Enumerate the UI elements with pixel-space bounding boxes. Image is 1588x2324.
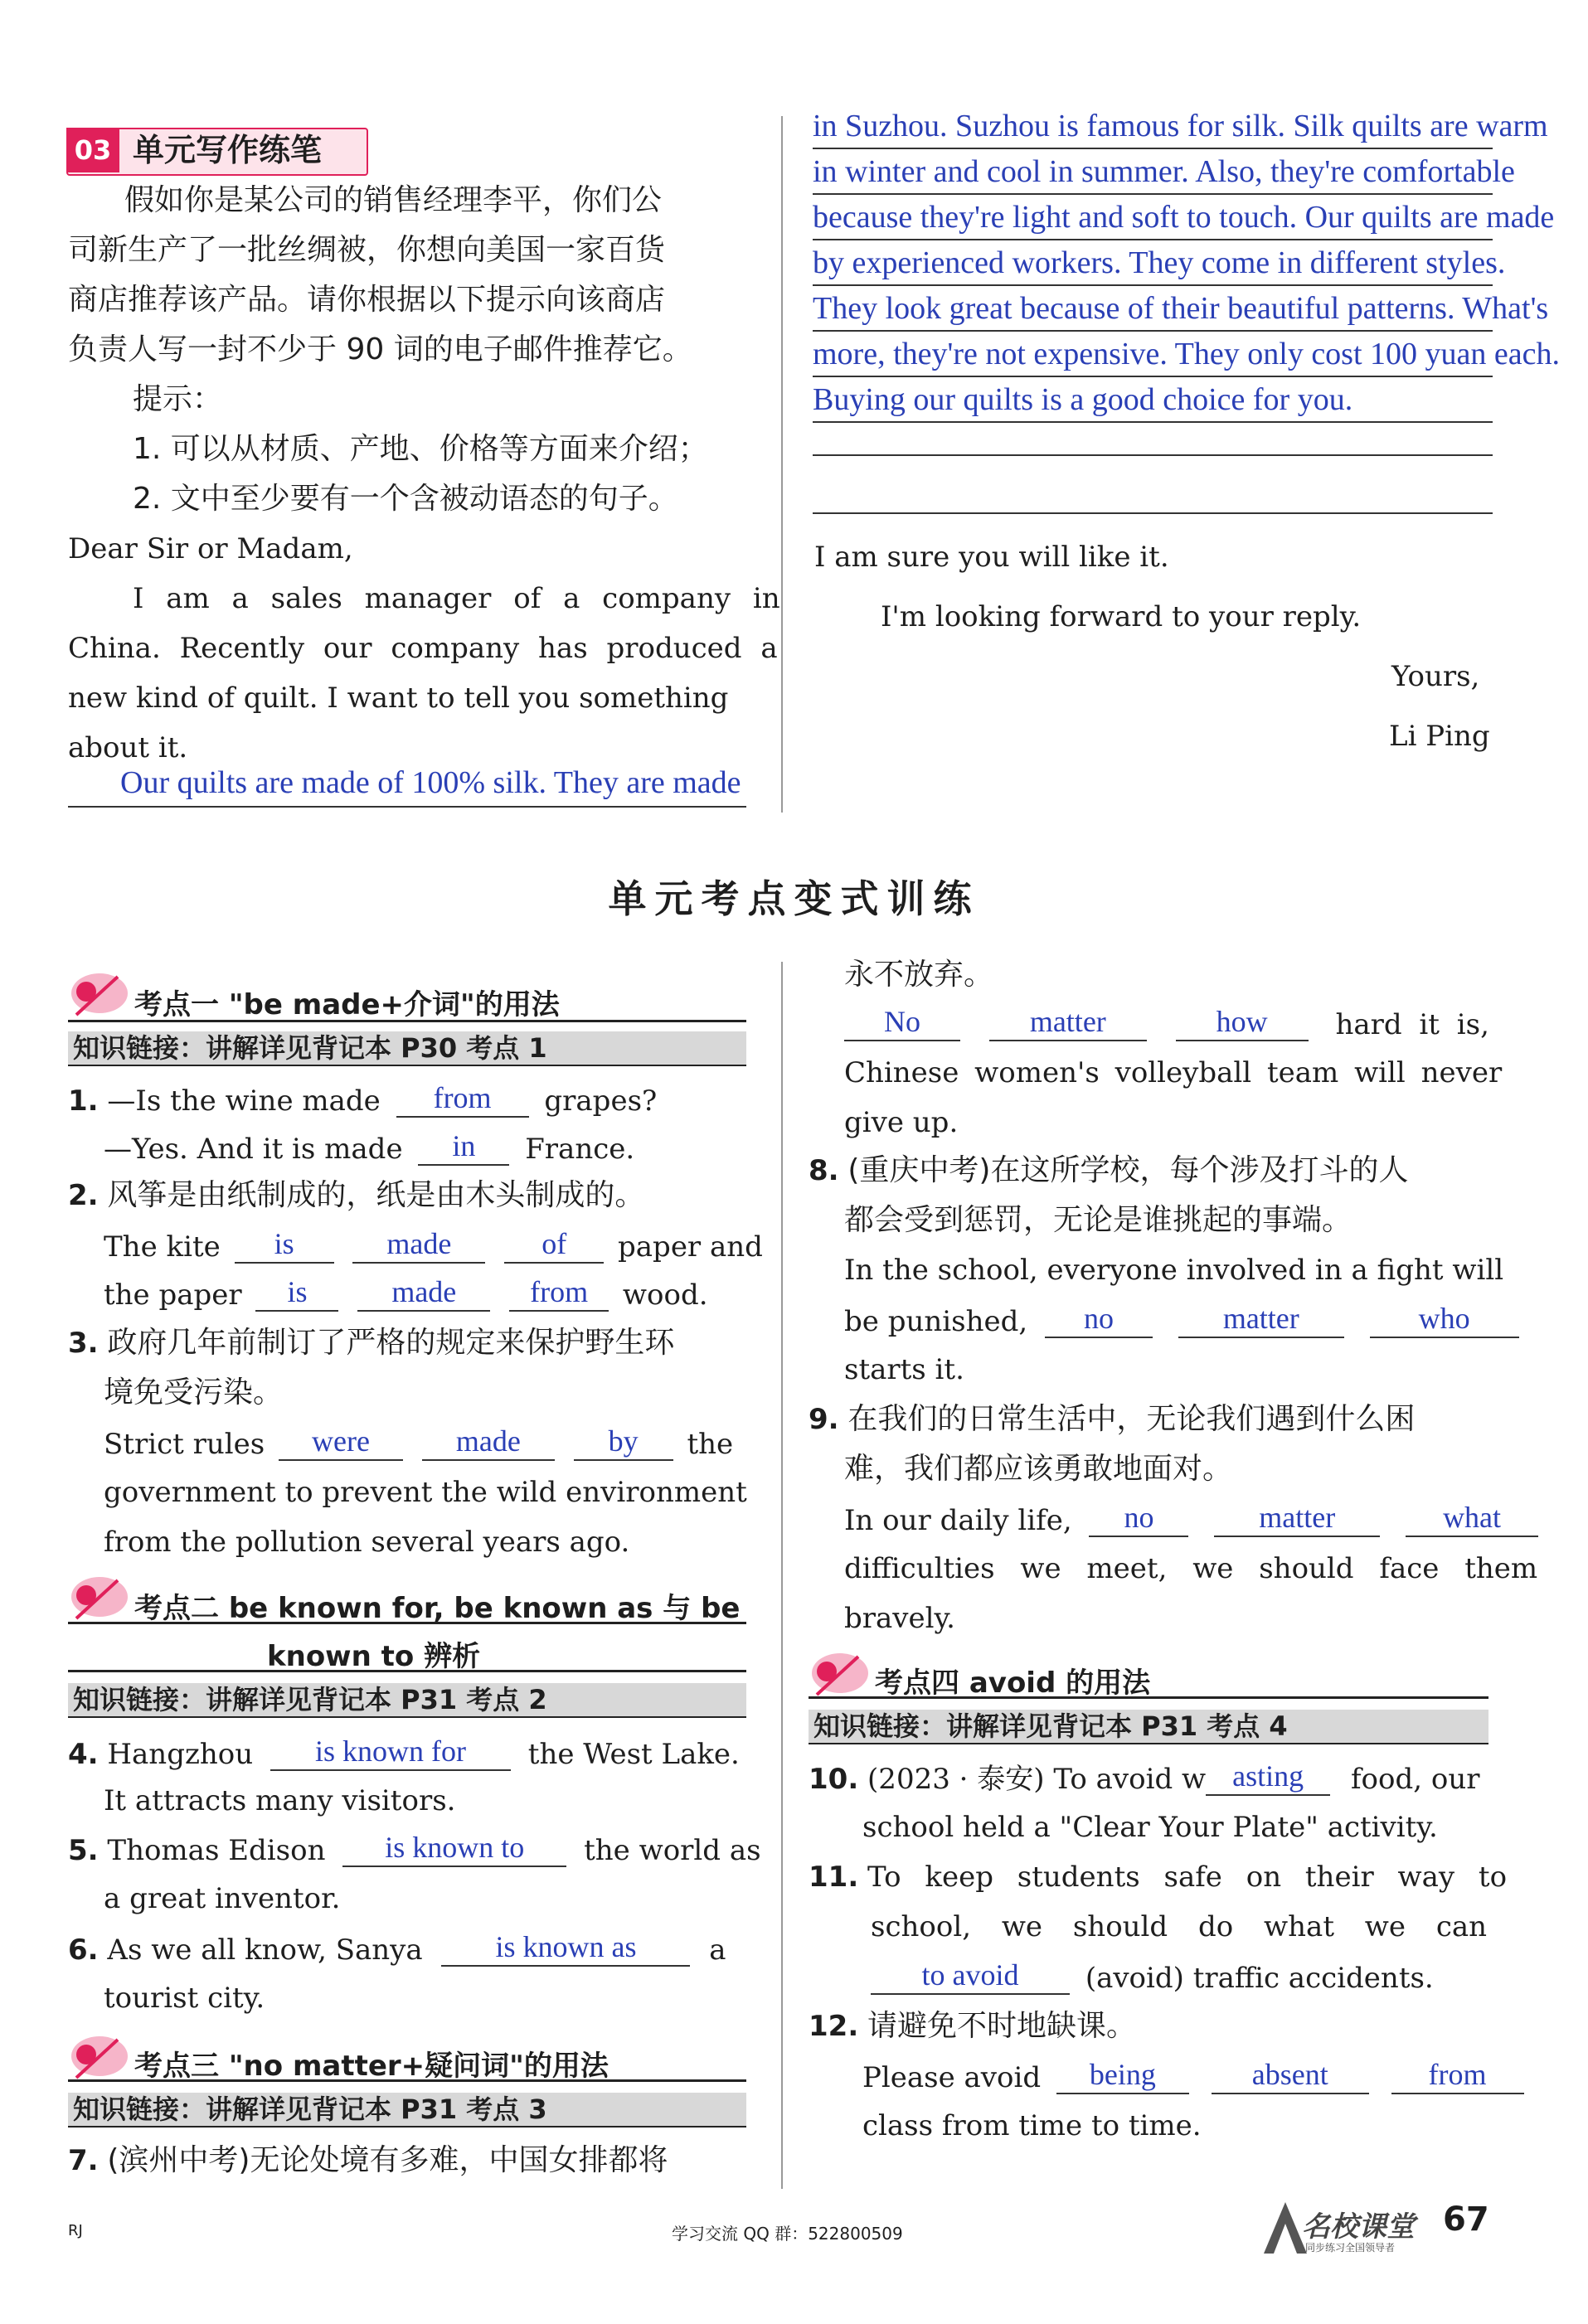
- q2-cn: 风筝是由纸制成的，纸是由木头制成的。: [107, 1178, 645, 1212]
- essay-rule-6: [813, 376, 1493, 377]
- essay-rule-2: [813, 193, 1493, 195]
- q2-line-1: [68, 1179, 644, 1212]
- q10-line-1: [809, 1761, 1480, 1796]
- hint-1: 1. 可以从材质、产地、价格等方面来介绍；: [133, 432, 708, 466]
- q2-line-3: [104, 1277, 708, 1312]
- body-line-4: about it.: [68, 731, 188, 764]
- answer-left-line: Our quilts are made of 100% silk. They are made: [120, 765, 741, 800]
- q7-cn-2: 永不放弃。: [844, 958, 994, 992]
- prompt-line-2: 司新生产了一批丝绸被，你想向美国一家百货: [68, 233, 666, 267]
- essay-line-1: in Suzhou. Suzhou is famous for silk. Silk quilts are warm: [813, 109, 1548, 143]
- q3-line-3: [104, 1426, 733, 1461]
- q6-text-a: As we all know, Sanya: [107, 1933, 423, 1967]
- q9-line-4: difficulties we meet, we should face them: [844, 1552, 1538, 1585]
- topic3-ribbon-icon: [68, 2031, 131, 2084]
- q10-text-b: food, our: [1350, 1763, 1480, 1796]
- topic4-link: 知识链接：讲解详见背记本 P31 考点 4: [809, 1710, 1488, 1744]
- q3-text-a: Strict rules: [104, 1428, 265, 1461]
- q1-text-d: France.: [525, 1133, 635, 1166]
- q2-number: 2.: [68, 1179, 99, 1212]
- q12-cn: 请避免不时地缺课。: [867, 2009, 1137, 2043]
- q2-blank-3[interactable]: of: [504, 1229, 604, 1264]
- q8-blank-3[interactable]: who: [1370, 1303, 1519, 1338]
- q8-line-5: starts it.: [844, 1353, 964, 1386]
- body-line-3: new kind of quilt. I want to tell you something: [68, 682, 729, 715]
- q5-line-1: [68, 1832, 761, 1867]
- hint-2: 2. 文中至少要有一个含被动语态的句子。: [133, 482, 678, 516]
- footer-qq-group: 学习交流 QQ 群：522800509: [672, 2224, 903, 2244]
- q9-blank-1[interactable]: no: [1089, 1502, 1188, 1537]
- q10-text-a: (2023 · 泰安) To avoid w: [867, 1763, 1207, 1796]
- q2-blank-6[interactable]: from: [509, 1277, 609, 1312]
- topic4-ribbon-icon: [809, 1648, 872, 1701]
- q2-blank-4[interactable]: is: [255, 1277, 338, 1312]
- q6-line-2: tourist city.: [104, 1982, 265, 2015]
- q5-number: 5.: [68, 1834, 99, 1867]
- closing-1: I am sure you will like it.: [814, 541, 1169, 574]
- q2-blank-5[interactable]: made: [357, 1277, 490, 1312]
- q7-line-3: [844, 1007, 1489, 1041]
- body-line-2: China. Recently our company has produced a: [68, 632, 778, 665]
- q2-text-d: wood.: [622, 1278, 708, 1312]
- q1-line-2: [104, 1131, 634, 1166]
- q8-blank-1[interactable]: no: [1045, 1303, 1153, 1338]
- q4-number: 4.: [68, 1738, 99, 1771]
- q9-text-a: In our daily life,: [844, 1504, 1072, 1537]
- q6-number: 6.: [68, 1933, 99, 1967]
- q12-blank-2[interactable]: absent: [1212, 2060, 1369, 2094]
- q3-number: 3.: [68, 1327, 99, 1360]
- q11-line-2: school, we should do what we can: [871, 1910, 1488, 1943]
- q8-line-1: [809, 1154, 1408, 1187]
- q9-line-3: [844, 1502, 1547, 1537]
- q3-blank-1[interactable]: were: [279, 1426, 403, 1461]
- topic2-rule-1: [68, 1622, 746, 1624]
- q5-text-b: the world as: [584, 1834, 761, 1867]
- q8-cn-1: (重庆中考)在这所学校，每个涉及打斗的人: [847, 1153, 1409, 1187]
- q7-cn: (滨州中考)无论处境有多难，中国女排都将: [107, 2143, 668, 2177]
- closing-2: I'm looking forward to your reply.: [881, 600, 1362, 633]
- q4-text-a: Hangzhou: [107, 1738, 254, 1771]
- q7-blank-3[interactable]: how: [1176, 1007, 1309, 1041]
- section-number: 03: [66, 128, 119, 172]
- q2-text-b: paper and: [618, 1230, 763, 1264]
- q1-blank-2[interactable]: in: [418, 1131, 509, 1166]
- q1-line-1: [68, 1083, 657, 1118]
- essay-line-3: because they're light and soft to touch. Our quilts are made: [813, 200, 1555, 235]
- section-title: 单元写作练笔: [133, 132, 323, 168]
- q6-text-b: a: [709, 1933, 726, 1967]
- q2-text-a: The kite: [104, 1230, 221, 1264]
- q10-line-2: school held a "Clear Your Plate" activity.: [862, 1811, 1438, 1844]
- topic2-rule-2: [68, 1670, 746, 1672]
- essay-line-2: in winter and cool in summer. Also, they're comfortable: [813, 154, 1515, 189]
- q12-text-a: Please avoid: [862, 2061, 1042, 2094]
- topic3-rule: [68, 2079, 746, 2082]
- topic1-ribbon-icon: [68, 968, 131, 1021]
- q3-line-4: government to prevent the wild environment: [104, 1476, 747, 1509]
- q9-line-1: [809, 1403, 1415, 1436]
- q3-blank-2[interactable]: made: [422, 1426, 555, 1461]
- essay-rule-7: [813, 421, 1493, 423]
- q1-text-a: —Is the wine made: [107, 1084, 381, 1118]
- q8-blank-2[interactable]: matter: [1178, 1303, 1344, 1338]
- q3-line-5: from the pollution several years ago.: [104, 1526, 630, 1559]
- q7-line-5: give up.: [844, 1106, 959, 1139]
- essay-rule-3: [813, 239, 1493, 240]
- q7-blank-1[interactable]: No: [844, 1007, 960, 1041]
- essay-rule-5: [813, 330, 1493, 332]
- q9-blank-3[interactable]: what: [1406, 1502, 1538, 1537]
- q1-text-b: grapes?: [544, 1084, 658, 1118]
- q6-blank[interactable]: is known as: [441, 1932, 690, 1967]
- q2-blank-2[interactable]: made: [352, 1229, 485, 1264]
- q1-text-c: —Yes. And it is made: [104, 1133, 403, 1166]
- page-number: 67: [1443, 2200, 1489, 2239]
- essay-line-5: They look great because of their beautiful patterns. What's: [813, 291, 1549, 326]
- topic2-link: 知识链接：讲解详见背记本 P31 考点 2: [68, 1683, 746, 1718]
- greeting: Dear Sir or Madam,: [68, 532, 353, 565]
- hint-title: 提示：: [133, 382, 223, 416]
- q8-cn-2: 都会受到惩罚，无论是谁挑起的事端。: [844, 1203, 1352, 1237]
- essay-rule-9: [813, 512, 1493, 514]
- closing-name: Li Ping: [1389, 720, 1490, 753]
- q12-line-3: class from time to time.: [862, 2109, 1202, 2142]
- essay-rule-8: [813, 454, 1493, 456]
- q7-line-1: [68, 2144, 668, 2177]
- q2-text-c: the paper: [104, 1278, 242, 1312]
- q3-blank-3[interactable]: by: [574, 1426, 673, 1461]
- q11-text-c: (avoid) traffic accidents.: [1085, 1962, 1434, 1995]
- closing-yours: Yours,: [1391, 660, 1480, 693]
- q12-blank-1[interactable]: being: [1056, 2060, 1189, 2094]
- brand-slogan: 同步练习全国领导者: [1305, 2242, 1396, 2254]
- q6-line-1: [68, 1932, 726, 1967]
- q10-number: 10.: [809, 1763, 859, 1796]
- body-line-1: I am a sales manager of a company in: [133, 582, 780, 615]
- q7-number: 7.: [68, 2144, 99, 2177]
- prompt-line-3: 商店推荐该产品。请你根据以下提示向该商店: [68, 283, 666, 317]
- q12-line-2: [862, 2060, 1531, 2094]
- essay-line-4: by experienced workers. They come in different styles.: [813, 245, 1506, 280]
- q11-blank[interactable]: to avoid: [871, 1960, 1070, 1995]
- column-divider-bottom: [781, 962, 783, 2189]
- q5-text-a: Thomas Edison: [107, 1834, 326, 1867]
- essay-line-7: Buying our quilts is a good choice for you.: [813, 382, 1353, 417]
- q8-number: 8.: [809, 1154, 839, 1187]
- topic2-title-2: known to 辨析: [267, 1640, 481, 1673]
- q3-line-1: [68, 1327, 674, 1360]
- q7-line-4: Chinese women's volleyball team will never: [844, 1056, 1503, 1089]
- main-title: 单元考点变式训练: [608, 876, 980, 921]
- q11-line-3: [871, 1960, 1434, 1995]
- topic3-link: 知识链接：讲解详见背记本 P31 考点 3: [68, 2093, 746, 2128]
- essay-rule-4: [813, 284, 1493, 286]
- q8-line-3: In the school, everyone involved in a fight will: [844, 1254, 1504, 1287]
- q4-text-b: the West Lake.: [527, 1738, 740, 1771]
- q7-blank-2[interactable]: matter: [989, 1007, 1147, 1041]
- q3-cn-1: 政府几年前制订了严格的规定来保护野生环: [107, 1326, 675, 1360]
- topic1-rule: [68, 1020, 746, 1022]
- brand-name: 名校课堂: [1302, 2210, 1415, 2244]
- q11-text-a: To keep students safe on their way to: [867, 1861, 1508, 1894]
- section-03-header: [66, 124, 381, 176]
- q2-blank-1[interactable]: is: [235, 1229, 334, 1264]
- q8-text-b: be punished,: [844, 1305, 1028, 1338]
- q9-number: 9.: [809, 1403, 839, 1436]
- q1-number: 1.: [68, 1084, 99, 1118]
- answer-left-rule: [68, 806, 746, 808]
- topic1-title: 考点一 "be made+介词"的用法: [134, 988, 560, 1021]
- q3-cn-2: 境免受污染。: [104, 1375, 284, 1409]
- q4-line-1: [68, 1736, 740, 1771]
- footer-edition: RJ: [68, 2222, 83, 2239]
- q7-text-a: hard it is,: [1335, 1008, 1489, 1041]
- topic2-title-1: 考点二 be known for, be known as 与 be: [134, 1592, 741, 1625]
- prompt-line-4: 负责人写一封不少于 90 词的电子邮件推荐它。: [68, 332, 692, 366]
- topic4-rule: [809, 1696, 1488, 1699]
- q1-blank-1[interactable]: from: [396, 1083, 529, 1118]
- q2-line-2: [104, 1229, 763, 1264]
- topic3-title: 考点三 "no matter+疑问词"的用法: [134, 2050, 609, 2083]
- q9-blank-2[interactable]: matter: [1214, 1502, 1380, 1537]
- q4-line-2: It attracts many visitors.: [104, 1784, 456, 1817]
- q11-number: 11.: [809, 1861, 859, 1894]
- essay-rule-1: [813, 148, 1493, 149]
- q9-cn-1: 在我们的日常生活中，无论我们遇到什么困: [847, 1402, 1416, 1436]
- topic1-link: 知识链接：讲解详见背记本 P30 考点 1: [68, 1031, 746, 1066]
- q8-line-4: [844, 1303, 1527, 1338]
- q4-blank[interactable]: is known for: [270, 1736, 511, 1771]
- brand-logo: [1260, 2199, 1426, 2257]
- q3-text-b: the: [687, 1428, 734, 1461]
- q10-blank[interactable]: asting: [1206, 1761, 1330, 1796]
- q5-line-2: a great inventor.: [104, 1882, 341, 1915]
- column-divider-top: [781, 116, 783, 813]
- q9-line-5: bravely.: [844, 1602, 955, 1635]
- topic4-title: 考点四 avoid 的用法: [875, 1667, 1151, 1700]
- q12-number: 12.: [809, 2010, 859, 2043]
- topic2-ribbon-icon: [68, 1572, 131, 1625]
- q12-blank-3[interactable]: from: [1391, 2060, 1524, 2094]
- essay-line-6: more, they're not expensive. They only cost 100 yuan each.: [813, 337, 1560, 371]
- q12-line-1: [809, 2010, 1136, 2043]
- q11-line-1: [809, 1861, 1507, 1894]
- q9-cn-2: 难，我们都应该勇敢地面对。: [844, 1452, 1233, 1486]
- prompt-line-1: 假如你是某公司的销售经理李平，你们公: [124, 183, 663, 217]
- q5-blank[interactable]: is known to: [342, 1832, 566, 1867]
